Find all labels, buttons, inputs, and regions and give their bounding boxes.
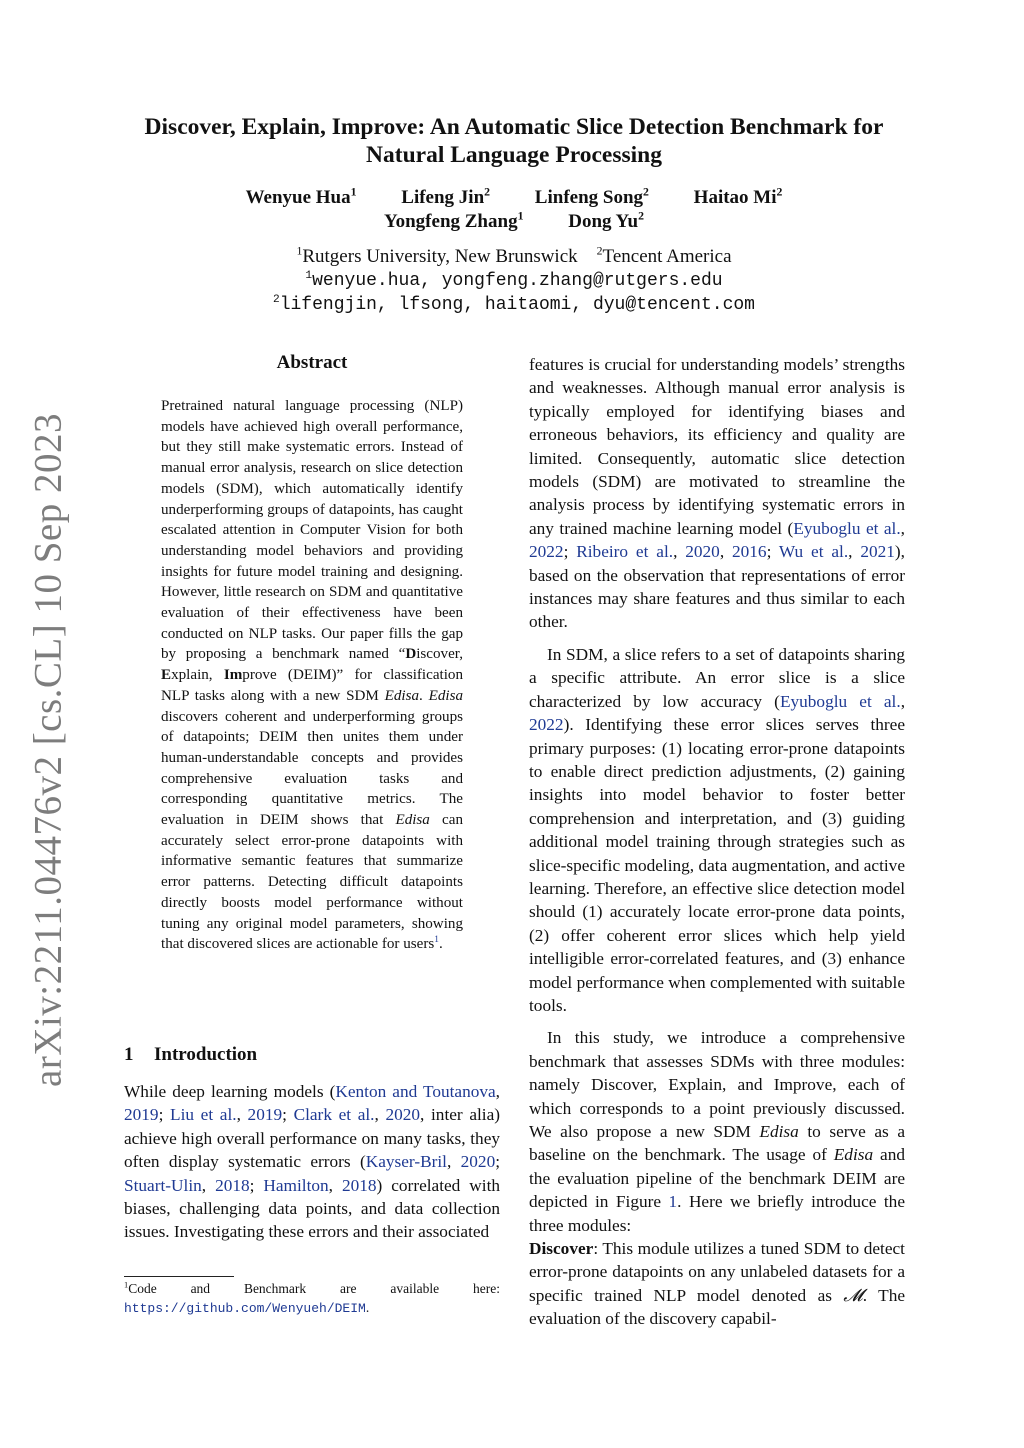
- author: Haitao Mi$^2$: [693, 185, 783, 208]
- citation-link[interactable]: Liu et al.: [170, 1105, 237, 1125]
- authors-row-2: [100, 211, 928, 233]
- affiliation-rutgers: Rutgers University, New Brunswick: [302, 246, 578, 267]
- intro-paragraph-3: In SDM, a slice refers to a set of datapoints sharing a specific attribute. An error slice is a slice characterized by low accuracy (Eyuboglu et al., 2022). Identifying these error slices serves three primary purposes: (1) locating error-prone datapoints to enable direct prediction adjustments, (2) gaining insights into model behavior to foster better comprehension and interpretation, and (3) guiding additional model training through strategies such as slice-specific modeling, data augmentation, and active learning. Therefore, an effective slice detection model should (1) accurately locate error-prone data points, (2) offer coherent error slices which help yield intelligible error-correlated features, and (3) enhance model performance when complemented with suitable tools.: [529, 644, 906, 1015]
- citation-link[interactable]: 2021: [860, 542, 895, 562]
- citation-link[interactable]: 2020: [460, 1152, 496, 1172]
- citation-link[interactable]: Hamilton: [263, 1175, 329, 1195]
- discover-paragraph: Discover: This module utilizes a tuned SDM to detect error-prone datapoints on any unlabeled datasets for a specific trained NLP model denoted as 𝓜. The evaluation of the discovery capabil-: [529, 1239, 906, 1329]
- right-column: [529, 353, 905, 1331]
- abstract-body: Pretrained natural language processing (NLP) models have achieved high overall performance, but they still make systematic errors. Instead of manual error analysis, research on slice detection models (SDM), which automatically identify underperforming groups of datapoints, has caught escalated attention in Computer Vision for both understanding model behaviors and providing insights for future model training and designing. However, little research on SDM and quantitative evaluation of their effectiveness have been conducted on NLP tasks. Our paper fills the gap by proposing a benchmark named “Discover, Explain, Improve (DEIM)” for classification NLP tasks along with a new SDM Edisa. Edisa discovers coherent and underperforming groups of datapoints; DEIM then unites them under human-understandable concepts and provides comprehensive evaluation tasks and corresponding quantitative metrics. The evaluation in DEIM shows that Edisa can accurately select error-prone datapoints with informative semantic features that summarize error patterns. Detecting difficult datapoints directly boosts model performance without tuning any original model parameters, showing that discovered slices are actionable for users$^1$.: [161, 398, 463, 953]
- citation-link[interactable]: Eyuboglu et al.: [793, 518, 901, 538]
- paper-title: [100, 113, 928, 169]
- author: Wenyue Hua$^1$: [245, 185, 357, 208]
- citation-link[interactable]: Kayser-Bril: [365, 1152, 447, 1172]
- author: Dong Yu$^2$: [568, 209, 644, 232]
- footnote-rule: [124, 1276, 234, 1277]
- citation-link[interactable]: Stuart-Ulin: [124, 1175, 202, 1195]
- citation-link[interactable]: 2018: [341, 1175, 377, 1195]
- footnote-ref[interactable]: 1: [434, 935, 439, 946]
- citation-link[interactable]: Clark et al.: [293, 1105, 375, 1125]
- email-line-1: $^1$wenyue.hua, yongfeng.zhang@rutgers.edu: [305, 270, 723, 291]
- intro-paragraph-2: features is crucial for understanding models’ strengths and weaknesses. Although manual error analysis is typically employed for identifying biases and erroneous behaviors, its efficiency and quality are limited. Consequently, automatic slice detection models (SDM) are motivated to streamline the analysis process by identifying systematic errors in any trained machine learning model (Eyuboglu et al., 2022; Ribeiro et al., 2020, 2016; Wu et al., 2021), based on the observation that representations of error instances may share features and thus similar to each other.: [529, 355, 905, 632]
- affiliations: $^1$Rutgers University, New Brunswick $^2$Tencent America: [296, 244, 732, 267]
- citation-link[interactable]: 2022: [529, 715, 564, 735]
- footnote-url-link[interactable]: https://github.com/Wenyueh/DEIM: [124, 1301, 366, 1316]
- affiliation-tencent: Tencent America: [602, 246, 732, 267]
- citation-link[interactable]: Eyuboglu et al.: [779, 691, 901, 711]
- authors-row-1: [100, 187, 928, 209]
- author: Linfeng Song$^2$: [534, 185, 649, 208]
- figure-ref-link[interactable]: 1: [668, 1192, 678, 1212]
- footnote: $^1$Code and Benchmark are available here: https://github.com/Wenyueh/DEIM.: [124, 1280, 500, 1316]
- section-heading-introduction: 1 Introduction: [124, 1044, 258, 1065]
- citation-link[interactable]: 2020: [685, 542, 720, 562]
- citation-link[interactable]: 2019: [247, 1105, 283, 1125]
- title-line-2: Natural Language Processing: [366, 142, 662, 168]
- intro-paragraph-4: In this study, we introduce a comprehensive benchmark that assesses SDMs with three modules: namely Discover, Explain, and Improve, each of which corresponds to a point previously discussed. We also propose a new SDM Edisa to serve as a baseline on the benchmark. The usage of Edisa and the evaluation pipeline of the benchmark DEIM are depicted in Figure 1. Here we briefly introduce the three modules:: [529, 1028, 905, 1235]
- citation-link[interactable]: 2019: [124, 1105, 159, 1125]
- title-line-1: Discover, Explain, Improve: An Automatic Slice Detection Benchmark for: [144, 114, 884, 140]
- citation-link[interactable]: Kenton and Toutanova: [335, 1082, 496, 1101]
- intro-paragraph-1: While deep learning models (Kenton and Toutanova, 2019; Liu et al., 2019; Clark et al., 2020, inter alia) achieve high overall performance on many tasks, they often display systematic errors (Kayser-Bril, 2020; Stuart-Ulin, 2018; Hamilton, 2018) correlated with biases, challenging data points, and data collection issues. Investigating these errors and their associated: [124, 1082, 501, 1242]
- citation-link[interactable]: 2022: [529, 542, 564, 562]
- citation-link[interactable]: 2016: [732, 542, 767, 562]
- arxiv-stamp-text: arXiv:2211.04476v2 [cs.CL] 10 Sep 2023: [26, 413, 70, 1087]
- abstract-heading: Abstract: [276, 352, 348, 373]
- author: Lifeng Jin$^2$: [401, 185, 491, 208]
- citation-link[interactable]: 2020: [385, 1105, 421, 1125]
- citation-link[interactable]: Wu et al.: [778, 542, 849, 562]
- citation-link[interactable]: 2018: [215, 1175, 250, 1195]
- email-line-2: $^2$lifengjin, lfsong, haitaomi, dyu@tencent.com: [273, 294, 755, 315]
- author: Yongfeng Zhang$^1$: [384, 209, 524, 232]
- citation-link[interactable]: Ribeiro et al.: [576, 542, 674, 562]
